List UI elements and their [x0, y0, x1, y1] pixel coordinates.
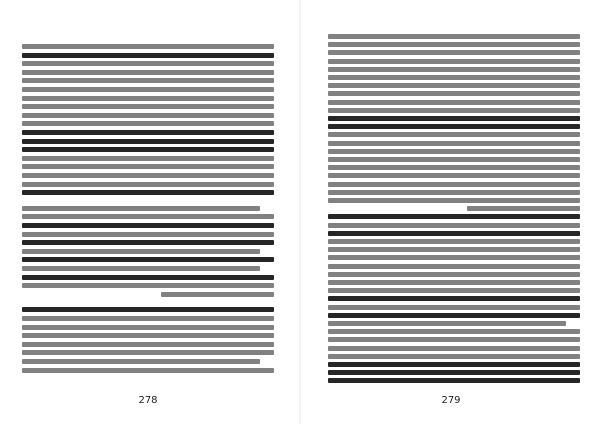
bold-text-line — [328, 362, 580, 367]
text-line — [22, 113, 274, 118]
bold-text-line — [328, 124, 580, 129]
text-line — [22, 78, 274, 83]
bold-text-line — [328, 116, 580, 121]
text-line — [328, 255, 580, 260]
text-line — [328, 83, 580, 88]
text-line — [328, 91, 580, 96]
text-line — [328, 354, 580, 359]
text-line — [22, 214, 274, 219]
text-line — [22, 368, 274, 373]
text-line — [22, 164, 274, 169]
text-line — [22, 87, 274, 92]
bold-text-line — [22, 257, 274, 262]
bold-text-line — [22, 223, 274, 228]
text-line — [328, 346, 580, 351]
text-line — [22, 325, 274, 330]
text-line — [22, 342, 274, 347]
text-line — [328, 337, 580, 342]
text-line — [328, 190, 580, 195]
text-line — [22, 70, 274, 75]
text-line — [328, 247, 580, 252]
right-page — [300, 0, 600, 424]
bold-text-line — [22, 130, 274, 135]
text-line — [328, 182, 580, 187]
text-line — [22, 104, 274, 109]
text-line — [467, 206, 580, 211]
bold-text-line — [328, 296, 580, 301]
bold-text-line — [328, 370, 580, 375]
left-page-text-column — [0, 0, 300, 400]
bold-text-line — [328, 378, 580, 383]
text-line — [328, 108, 580, 113]
bold-text-line — [22, 139, 274, 144]
text-line — [22, 121, 274, 126]
text-line — [22, 61, 274, 66]
text-line — [22, 266, 260, 271]
text-line — [328, 173, 580, 178]
text-line — [328, 50, 580, 55]
text-line — [22, 156, 274, 161]
text-line — [22, 206, 260, 211]
bold-text-line — [22, 147, 274, 152]
text-line — [328, 305, 580, 310]
text-line — [328, 42, 580, 47]
bold-text-line — [22, 190, 274, 195]
text-line — [328, 321, 566, 326]
text-line — [328, 75, 580, 80]
text-line — [22, 173, 274, 178]
text-line — [22, 182, 274, 187]
bold-text-line — [22, 240, 274, 245]
bold-text-line — [22, 275, 274, 280]
text-line — [328, 149, 580, 154]
text-line — [22, 333, 274, 338]
page-number-left: 278 — [138, 395, 158, 406]
bold-text-line — [328, 313, 580, 318]
text-line — [328, 67, 580, 72]
text-line — [22, 316, 274, 321]
text-line — [22, 44, 274, 49]
text-line — [22, 350, 274, 355]
right-page-text-column — [300, 0, 600, 400]
bold-text-line — [328, 231, 580, 236]
text-line — [328, 329, 580, 334]
text-line — [328, 223, 580, 228]
text-line — [328, 198, 580, 203]
text-line — [328, 272, 580, 277]
page-number-right: 279 — [441, 395, 461, 406]
text-line — [22, 96, 274, 101]
bold-text-line — [22, 53, 274, 58]
text-line — [328, 280, 580, 285]
text-line — [22, 283, 274, 288]
text-line — [328, 288, 580, 293]
text-line — [328, 157, 580, 162]
text-line — [328, 59, 580, 64]
bold-text-line — [328, 214, 580, 219]
text-line — [22, 249, 260, 254]
text-line — [161, 292, 274, 297]
text-line — [328, 132, 580, 137]
text-line — [328, 100, 580, 105]
text-line — [22, 359, 260, 364]
text-line — [328, 34, 580, 39]
text-line — [328, 141, 580, 146]
bold-text-line — [22, 307, 274, 312]
text-line — [22, 232, 274, 237]
text-line — [328, 165, 580, 170]
text-line — [328, 264, 580, 269]
text-line — [328, 239, 580, 244]
